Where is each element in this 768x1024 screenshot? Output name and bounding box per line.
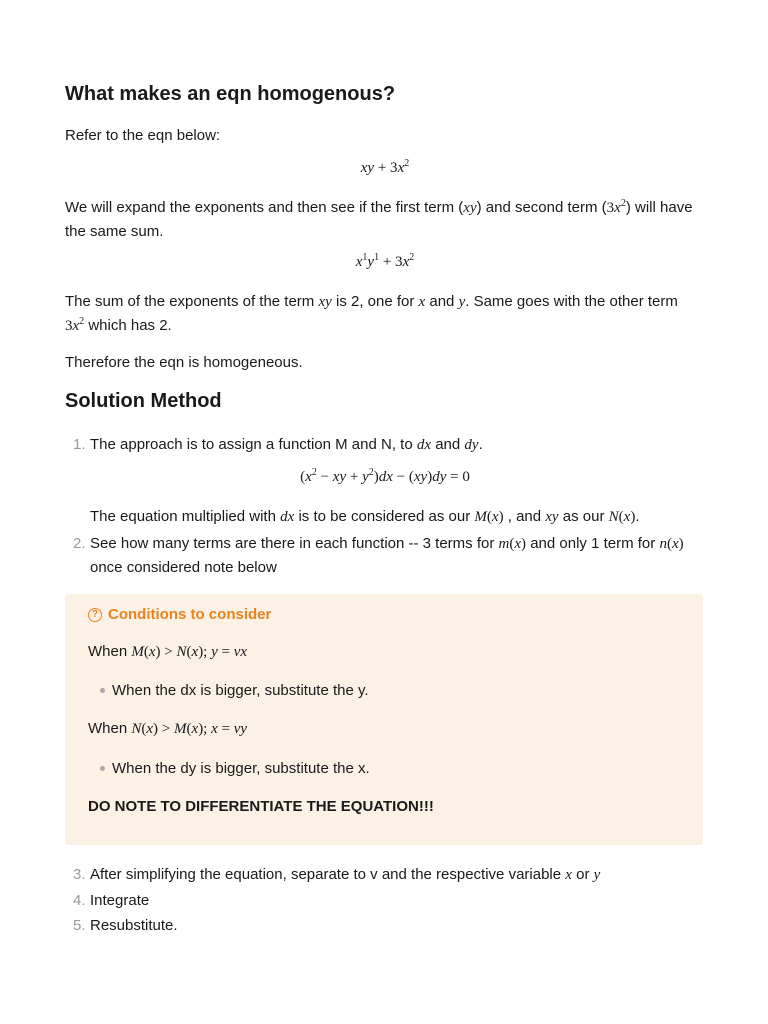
heading-solution-method: Solution Method: [65, 390, 222, 412]
list-item: 4. Integrate: [73, 892, 150, 909]
paragraph-sum: The sum of the exponents of the term xy is 2, one for x and y. Same goes with the other term $3x^2$ which has 2.: [65, 293, 678, 334]
heading-homogenous: What makes an eqn homogenous?: [65, 83, 396, 105]
list-item: 1. The approach is to assign a function M and N, to dx and dy.: [73, 436, 483, 453]
condition-1: When M(x) > N(x); y = vx: [88, 643, 248, 660]
steps-list-a: [65, 433, 705, 457]
callout-heading: ? Conditions to consider: [88, 606, 271, 623]
equation-2: $x^1y^1 + 3x^2$: [355, 252, 415, 270]
condition-1-bullet: When the dx is bigger, substitute the y.: [100, 679, 369, 702]
paragraph-step1-note: The equation multiplied with dx is to be considered as our M(x) , and xy as our N(x).: [90, 508, 640, 525]
condition-2-bullet: When the dy is bigger, substitute the x.: [100, 757, 370, 780]
differentiate-note: DO NOTE TO DIFFERENTIATE THE EQUATION!!!: [88, 798, 434, 815]
condition-2: When N(x) > M(x); x = vy: [88, 720, 248, 737]
steps-list-b: [65, 532, 705, 579]
paragraph-expand: We will expand the exponents and then see if the first term (xy) and second term $(3x^2)$ will have the same sum.: [65, 198, 693, 240]
paragraph-refer: Refer to the eqn below:: [65, 127, 221, 144]
question-circle-icon: ?: [88, 608, 102, 622]
list-item: 3. After simplifying the equation, separate to v and the respective variable x or y: [73, 866, 601, 883]
conditions-callout: [65, 594, 703, 845]
equation-3: ($x^2$ − xy + $y^2)dx - (xy)dy = 0$: [300, 467, 470, 485]
list-item: 5. Resubstitute.: [73, 917, 178, 934]
list-item: 2. See how many terms are there in each function -- 3 terms for m(x) and only 1 term for n(x) once considered note below: [73, 535, 684, 576]
paragraph-therefore: Therefore the eqn is homogeneous.: [65, 354, 303, 371]
steps-list-c: [65, 863, 705, 937]
equation-1: xy + $3x^2$: [360, 158, 410, 176]
